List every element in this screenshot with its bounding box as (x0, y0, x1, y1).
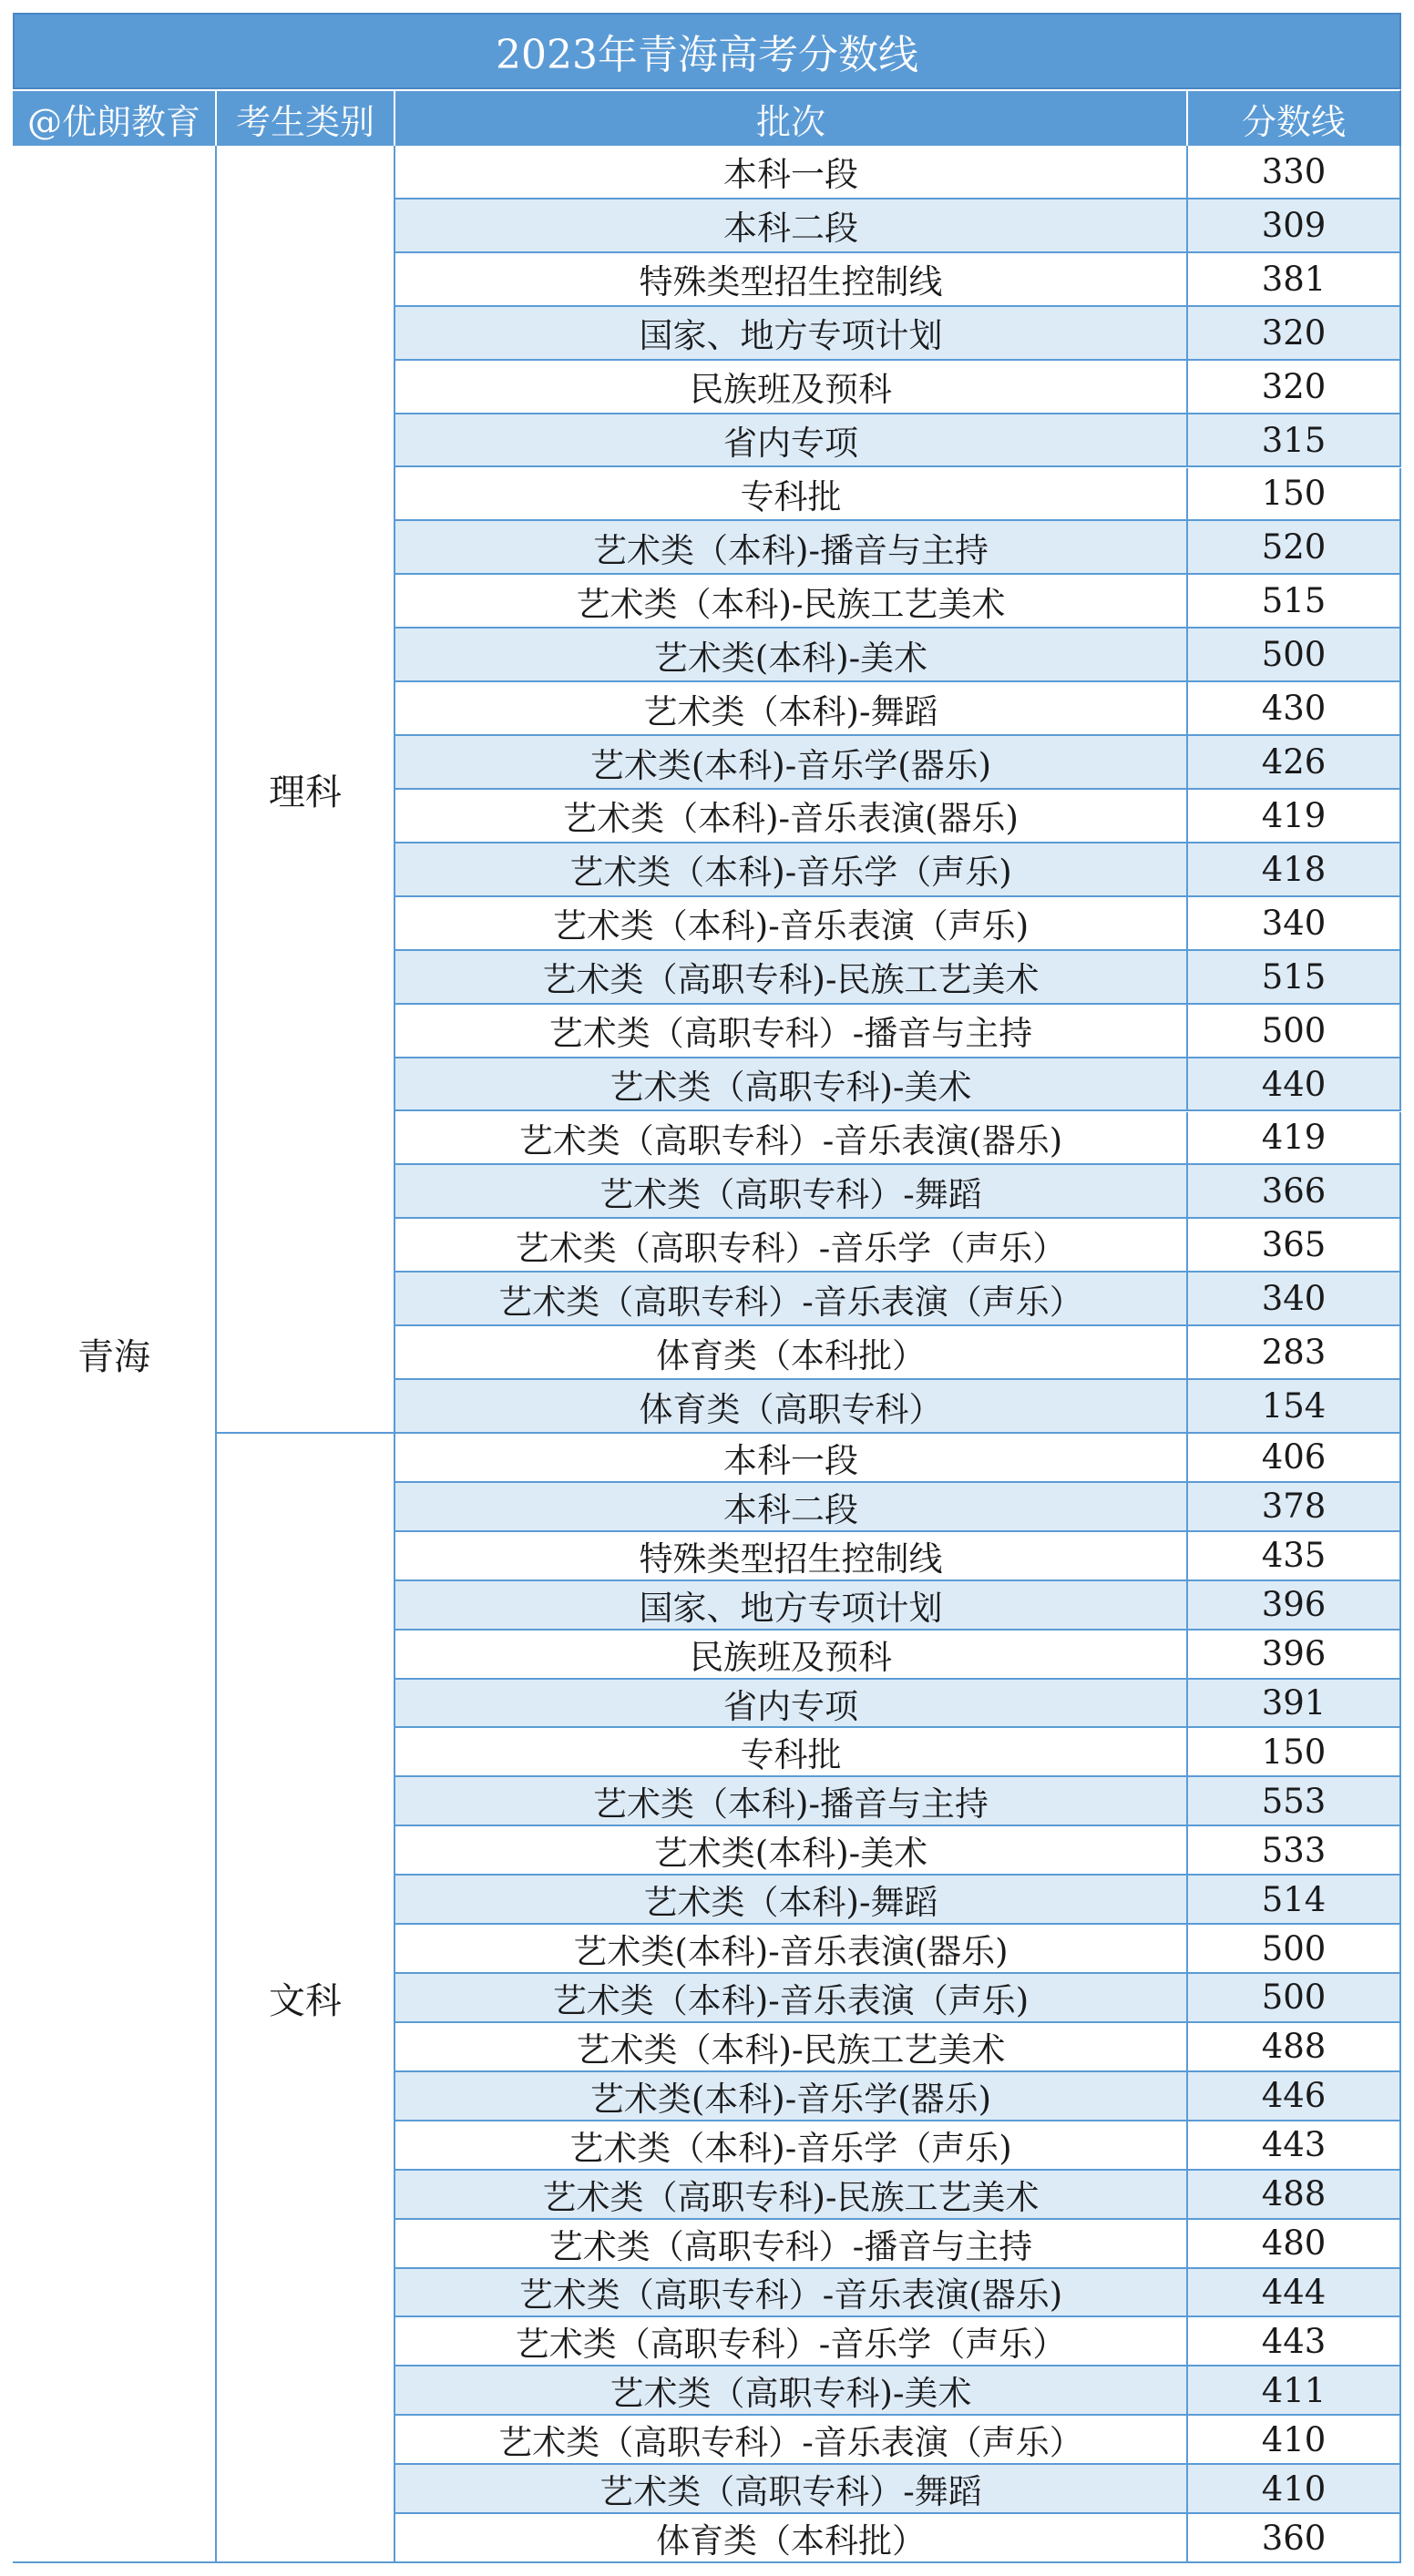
score-cell: 500 (1188, 1925, 1401, 1974)
batch-cell: 本科二段 (395, 1483, 1188, 1532)
category-cell: 文科 (217, 1434, 395, 2563)
score-cell: 443 (1188, 2317, 1401, 2366)
score-cell: 320 (1188, 307, 1401, 361)
score-cell: 396 (1188, 1630, 1401, 1680)
batch-cell: 艺术类（本科)-播音与主持 (395, 521, 1188, 575)
score-cell: 340 (1188, 897, 1401, 951)
score-cell: 154 (1188, 1380, 1401, 1434)
score-cell: 514 (1188, 1876, 1401, 1925)
batch-cell: 艺术类（高职专科)-美术 (395, 2366, 1188, 2416)
batch-cell: 艺术类（本科)-舞蹈 (395, 1876, 1188, 1925)
header-score: 分数线 (1188, 89, 1401, 146)
score-cell: 320 (1188, 361, 1401, 414)
score-cell: 410 (1188, 2465, 1401, 2514)
score-cell: 520 (1188, 521, 1401, 575)
header-watermark: @优朗教育 (13, 89, 217, 146)
score-cell: 330 (1188, 146, 1401, 199)
score-cell: 410 (1188, 2416, 1401, 2465)
score-cell: 480 (1188, 2220, 1401, 2269)
batch-cell: 体育类（高职专科） (395, 1380, 1188, 1434)
batch-cell: 艺术类（高职专科）-音乐表演(器乐) (395, 2269, 1188, 2318)
score-cell: 500 (1188, 1974, 1401, 2023)
score-cell: 444 (1188, 2269, 1401, 2318)
category-cell: 理科 (217, 146, 395, 1434)
batch-cell: 艺术类(本科)-美术 (395, 1826, 1188, 1876)
score-cell: 500 (1188, 1005, 1401, 1058)
batch-cell: 艺术类（本科)-音乐学（声乐) (395, 2121, 1188, 2171)
batch-cell: 艺术类（高职专科)-民族工艺美术 (395, 2171, 1188, 2220)
score-cell: 426 (1188, 736, 1401, 790)
batch-cell: 艺术类（本科)-音乐表演（声乐) (395, 1974, 1188, 2023)
table-title: 2023年青海高考分数线 (13, 13, 1401, 89)
batch-cell: 民族班及预科 (395, 361, 1188, 414)
score-cell: 396 (1188, 1581, 1401, 1630)
batch-cell: 国家、地方专项计划 (395, 307, 1188, 361)
batch-cell: 特殊类型招生控制线 (395, 253, 1188, 307)
score-cell: 406 (1188, 1434, 1401, 1483)
batch-cell: 艺术类（本科)-民族工艺美术 (395, 2023, 1188, 2072)
batch-cell: 艺术类（高职专科）-音乐表演(器乐) (395, 1112, 1188, 1166)
score-cell: 515 (1188, 951, 1401, 1005)
score-cell: 340 (1188, 1273, 1401, 1326)
batch-cell: 艺术类（高职专科）-播音与主持 (395, 1005, 1188, 1058)
score-cell: 419 (1188, 790, 1401, 843)
batch-cell: 艺术类(本科)-音乐表演(器乐) (395, 1925, 1188, 1974)
score-table (13, 13, 1401, 2563)
score-cell: 419 (1188, 1112, 1401, 1166)
batch-cell: 艺术类（高职专科）-舞蹈 (395, 1165, 1188, 1219)
score-cell: 360 (1188, 2514, 1401, 2563)
score-cell: 150 (1188, 468, 1401, 522)
batch-cell: 艺术类（本科)-民族工艺美术 (395, 575, 1188, 629)
header-batch: 批次 (395, 89, 1188, 146)
score-cell: 150 (1188, 1728, 1401, 1777)
batch-cell: 本科一段 (395, 146, 1188, 199)
score-cell: 283 (1188, 1326, 1401, 1380)
score-cell: 488 (1188, 2023, 1401, 2072)
score-cell: 500 (1188, 629, 1401, 682)
batch-cell: 本科二段 (395, 199, 1188, 253)
batch-cell: 专科批 (395, 468, 1188, 522)
batch-cell: 艺术类(本科)-美术 (395, 629, 1188, 682)
batch-cell: 艺术类（本科)-舞蹈 (395, 682, 1188, 736)
score-cell: 309 (1188, 199, 1401, 253)
score-cell: 411 (1188, 2366, 1401, 2416)
province-cell: 青海 (13, 146, 217, 2563)
score-cell: 443 (1188, 2121, 1401, 2171)
score-cell: 366 (1188, 1165, 1401, 1219)
batch-cell: 艺术类（高职专科)-美术 (395, 1058, 1188, 1112)
score-cell: 488 (1188, 2171, 1401, 2220)
score-cell: 365 (1188, 1219, 1401, 1273)
batch-cell: 艺术类（高职专科）-音乐学（声乐） (395, 1219, 1188, 1273)
batch-cell: 艺术类(本科)-音乐学(器乐) (395, 2072, 1188, 2121)
score-cell: 446 (1188, 2072, 1401, 2121)
score-cell: 553 (1188, 1777, 1401, 1826)
batch-cell: 艺术类(本科)-音乐学(器乐) (395, 736, 1188, 790)
score-cell: 315 (1188, 414, 1401, 468)
score-cell: 435 (1188, 1532, 1401, 1581)
header-category: 考生类别 (217, 89, 395, 146)
batch-cell: 艺术类（本科)-播音与主持 (395, 1777, 1188, 1826)
batch-cell: 艺术类（高职专科）-音乐学（声乐） (395, 2317, 1188, 2366)
batch-cell: 艺术类（本科)-音乐学（声乐) (395, 843, 1188, 897)
batch-cell: 艺术类（本科)-音乐表演（声乐) (395, 897, 1188, 951)
score-cell: 440 (1188, 1058, 1401, 1112)
score-cell: 418 (1188, 843, 1401, 897)
batch-cell: 体育类（本科批） (395, 2514, 1188, 2563)
batch-cell: 本科一段 (395, 1434, 1188, 1483)
batch-cell: 艺术类（高职专科）-音乐表演（声乐） (395, 2416, 1188, 2465)
batch-cell: 艺术类（高职专科）-舞蹈 (395, 2465, 1188, 2514)
score-cell: 381 (1188, 253, 1401, 307)
score-cell: 378 (1188, 1483, 1401, 1532)
batch-cell: 国家、地方专项计划 (395, 1581, 1188, 1630)
score-cell: 515 (1188, 575, 1401, 629)
score-cell: 391 (1188, 1680, 1401, 1729)
batch-cell: 专科批 (395, 1728, 1188, 1777)
batch-cell: 艺术类（本科)-音乐表演(器乐) (395, 790, 1188, 843)
batch-cell: 省内专项 (395, 1680, 1188, 1729)
batch-cell: 艺术类（高职专科）-音乐表演（声乐） (395, 1273, 1188, 1326)
batch-cell: 艺术类（高职专科）-播音与主持 (395, 2220, 1188, 2269)
batch-cell: 民族班及预科 (395, 1630, 1188, 1680)
score-cell: 430 (1188, 682, 1401, 736)
batch-cell: 省内专项 (395, 414, 1188, 468)
batch-cell: 特殊类型招生控制线 (395, 1532, 1188, 1581)
batch-cell: 体育类（本科批） (395, 1326, 1188, 1380)
batch-cell: 艺术类（高职专科)-民族工艺美术 (395, 951, 1188, 1005)
score-cell: 533 (1188, 1826, 1401, 1876)
